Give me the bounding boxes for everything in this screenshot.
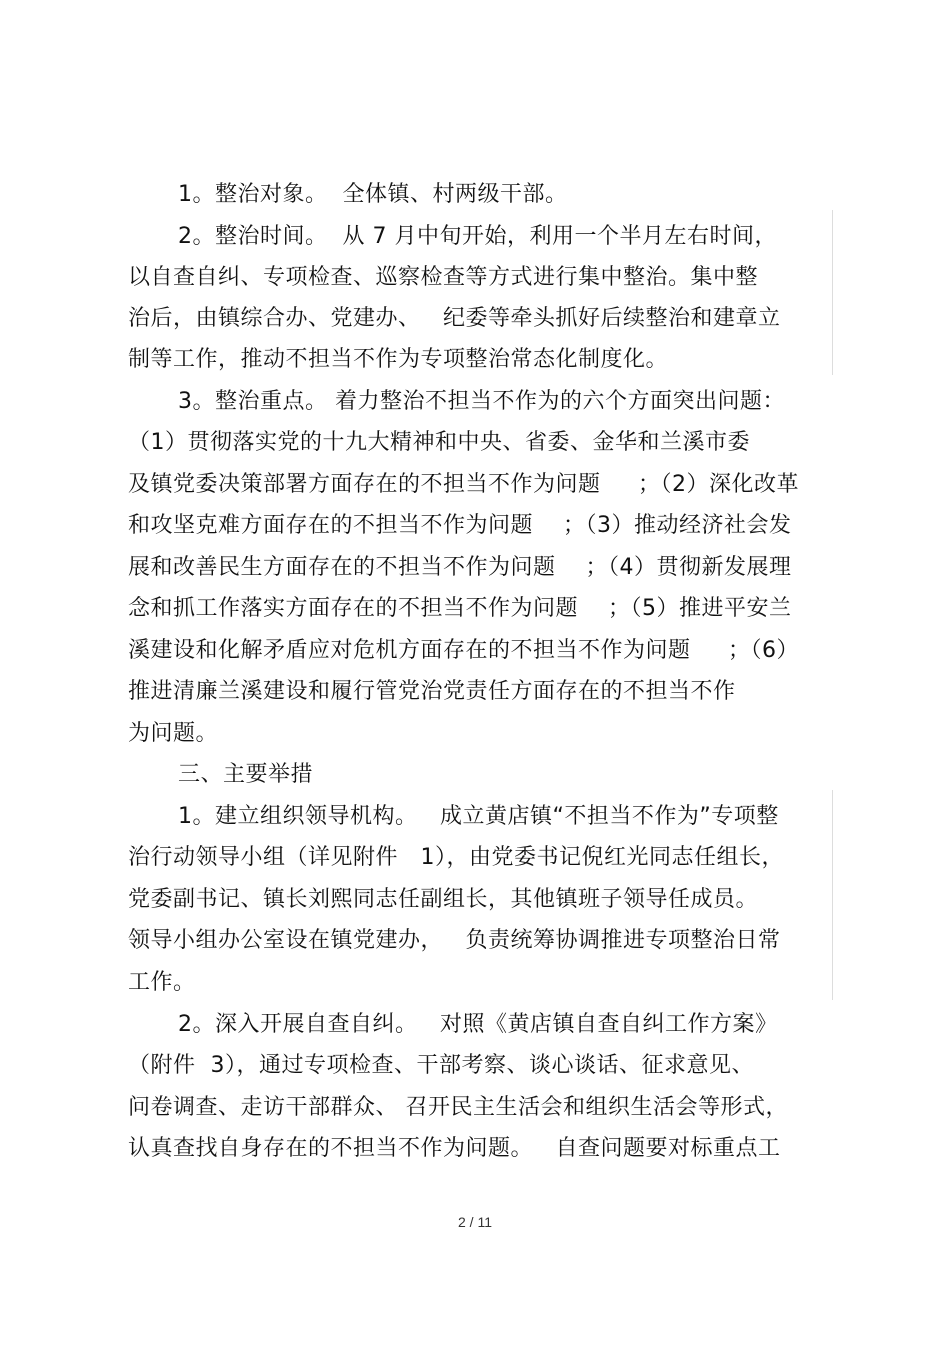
text-line: 展和改善民生方面存在的不担当不作为问题 ；（4）贯彻新发展理 xyxy=(128,555,792,580)
text-line: 念和抓工作落实方面存在的不担当不作为问题 ；（5）推进平安兰 xyxy=(128,596,792,621)
section-heading: 三、主要举措 xyxy=(178,762,314,787)
margin-line xyxy=(832,210,833,375)
text-line: 党委副书记、镇长刘熙同志任副组长，其他镇班子领导任成员。 xyxy=(128,887,759,912)
text-line: 制等工作，推动不担当不作为专项整治常态化制度化。 xyxy=(128,347,669,372)
text-line: 认真查找自身存在的不担当不作为问题。 自查问题要对标重点工 xyxy=(128,1136,781,1161)
text-line: 推进清廉兰溪建设和履行管党治党责任方面存在的不担当不作 xyxy=(128,679,736,704)
page-number: 2 / 11 xyxy=(458,1214,492,1230)
text-line: 1。整治对象。 全体镇、村两级干部。 xyxy=(178,182,568,207)
text-line: 2。深入开展自查自纠。 对照《黄店镇自查自纠工作方案》 xyxy=(178,1012,778,1037)
margin-line xyxy=(832,790,833,1000)
text-line: 治后，由镇综合办、党建办、 纪委等牵头抓好后续整治和建章立 xyxy=(128,306,781,331)
text-line: （附件 3），通过专项检查、干部考察、谈心谈话、征求意见、 xyxy=(128,1053,754,1078)
text-line: 及镇党委决策部署方面存在的不担当不作为问题 ；（2）深化改革 xyxy=(128,472,799,497)
text-line: 以自查自纠、专项检查、巡察检查等方式进行集中整治。集中整 xyxy=(128,265,759,290)
text-line: 3。整治重点。 着力整治不担当不作为的六个方面突出问题： xyxy=(178,389,785,414)
text-line: 工作。 xyxy=(128,970,196,995)
text-line: 问卷调查、走访干部群众、 召开民主生活会和组织生活会等形式， xyxy=(128,1095,788,1120)
text-line: 溪建设和化解矛盾应对危机方面存在的不担当不作为问题 ；（6） xyxy=(128,638,799,663)
text-line: 为问题。 xyxy=(128,721,219,746)
text-line: 1。建立组织领导机构。 成立黄店镇“不担当不作为”专项整 xyxy=(178,804,779,829)
text-line: 治行动领导小组（详见附件 1），由党委书记倪红光同志任组长， xyxy=(128,845,784,870)
text-line: 领导小组办公室设在镇党建办， 负责统筹协调推进专项整治日常 xyxy=(128,928,781,953)
text-line: （1）贯彻落实党的十九大精神和中央、省委、金华和兰溪市委 xyxy=(128,430,750,455)
text-line: 和攻坚克难方面存在的不担当不作为问题 ；（3）推动经济社会发 xyxy=(128,513,792,538)
text-line: 2。整治时间。 从 7 月中旬开始，利用一个半月左右时间， xyxy=(178,224,777,249)
